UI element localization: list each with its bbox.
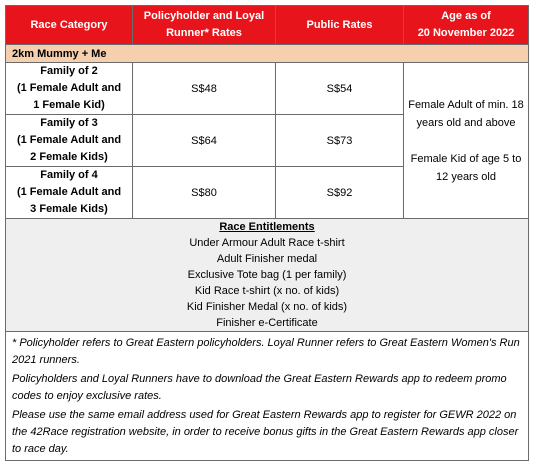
notes-row [6,332,529,461]
policyholder-price: S$48 [133,63,276,115]
entitlement-item: Exclusive Tote bag (1 per family) [187,269,347,281]
table-row [6,63,529,115]
footnote: Please use the same email address used for Great Eastern Rewards app to register for GEWR 2022 on the 42Race registration website, in order to receive bonus gifts in the Great Eastern Rewards app closer to race day. [12,409,519,455]
entitlement-item: Adult Finisher medal [216,253,318,265]
footnote: Policyholders and Loyal Runners have to download the Great Eastern Rewards app to redeem promo codes to enjoy exclusive rates. [12,373,507,402]
public-price: S$73 [276,115,404,167]
entitlement-item: Kid Finisher Medal (x no. of kids) [186,301,348,313]
policyholder-price: S$80 [133,167,276,219]
footnotes [6,332,529,461]
category-cell: Family of 3 (1 Female Adult and 2 Female Kids) [6,115,133,167]
race-rates-table [5,5,529,461]
category-cell: Family of 4 (1 Female Adult and 3 Female Kids) [6,167,133,219]
race-entitlements [6,219,529,332]
header-row [6,6,529,45]
entitlement-item: Under Armour Adult Race t-shirt [189,237,345,249]
header-race-category: Race Category [6,6,133,45]
header-age: Age as of 20 November 2022 [404,6,529,45]
section-title: 2km Mummy + Me [6,45,529,63]
section-row [6,45,529,63]
policyholder-price: S$64 [133,115,276,167]
category-cell: Family of 2 (1 Female Adult and 1 Female Kid) [6,63,133,115]
header-public-rates: Public Rates [276,6,404,45]
age-requirement: Female Adult of min. 18 years old and above Female Kid of age 5 to 12 years old [404,63,529,219]
footnote: * Policyholder refers to Great Eastern policyholders. Loyal Runner refers to Great Eastern Women's Run 2021 runners. [12,337,520,366]
entitlements-title: Race Entitlements [219,221,315,233]
entitlement-item: Finisher e-Certificate [216,317,318,329]
entitlement-item: Kid Race t-shirt (x no. of kids) [194,285,340,297]
entitlements-row [6,219,529,332]
public-price: S$54 [276,63,404,115]
public-price: S$92 [276,167,404,219]
header-policyholder-rates: Policyholder and Loyal Runner* Rates [133,6,276,45]
